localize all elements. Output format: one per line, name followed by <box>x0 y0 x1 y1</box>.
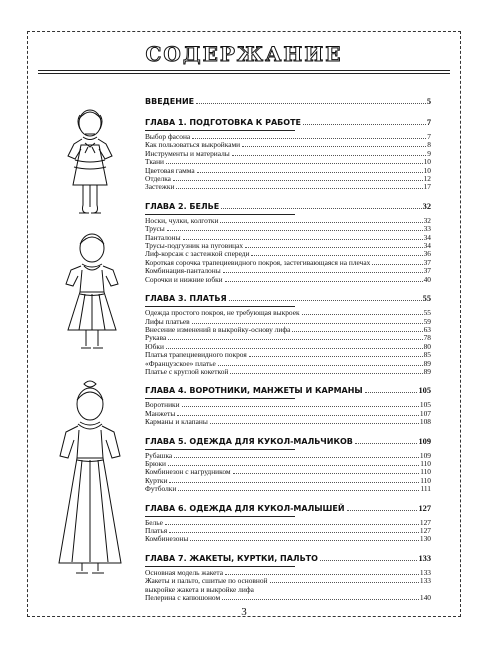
toc-item[interactable]: Карманы и клапаны 108 <box>145 417 431 427</box>
chapter-underline <box>145 130 295 131</box>
toc-item[interactable]: Манжеты 107 <box>145 408 431 418</box>
toc-item[interactable]: Комбинезон с нагрудником 110 <box>145 467 431 477</box>
toc-item[interactable]: Трусы 33 <box>145 224 431 234</box>
doll-collar-dress-illustration <box>55 232 130 357</box>
toc-item[interactable]: Куртки 110 <box>145 475 431 485</box>
toc-item[interactable]: Цветовая гамма 10 <box>145 165 431 175</box>
doll-long-dress-illustration <box>48 380 133 580</box>
toc-item[interactable]: Юбки 80 <box>145 341 431 351</box>
toc-item[interactable]: Рубашка 109 <box>145 450 431 460</box>
doll-short-dress-illustration <box>55 105 125 225</box>
toc-item[interactable]: Брюки 110 <box>145 458 431 468</box>
toc-item[interactable]: Панталоны 34 <box>145 232 431 242</box>
toc-chapter-heading[interactable]: ГЛАВА 3. ПЛАТЬЯ 55 <box>145 294 431 304</box>
toc-item[interactable]: Воротники 105 <box>145 400 431 410</box>
page-number: 3 <box>241 606 247 618</box>
toc-item[interactable]: Трусы-подгузник на пуговицах 34 <box>145 241 431 251</box>
chapter-section <box>145 553 431 603</box>
title-divider-top <box>38 70 450 71</box>
toc-item[interactable]: Одежда простого покроя, не требующая выкроек 55 <box>145 308 431 318</box>
chapter-section <box>145 117 431 192</box>
chapter-underline <box>145 214 295 215</box>
chapter-section <box>145 436 431 494</box>
toc-chapter-heading[interactable]: ГЛАВА 6. ОДЕЖДА ДЛЯ КУКОЛ-МАЛЫШЕЙ 127 <box>145 503 431 513</box>
toc-entry-intro[interactable]: ВВЕДЕНИЕ 5 <box>145 97 431 106</box>
toc-chapter-heading[interactable]: ГЛАВА 1. ПОДГОТОВКА К РАБОТЕ 7 <box>145 118 431 127</box>
toc-item[interactable]: Носки, чулки, колготки 32 <box>145 215 431 225</box>
toc-item[interactable]: Комбинезоны 130 <box>145 534 431 544</box>
toc-item[interactable]: Белье 127 <box>145 517 431 527</box>
table-of-contents <box>145 96 431 602</box>
toc-item[interactable]: Застежки 17 <box>145 182 431 192</box>
toc-item[interactable]: Инструменты и материалы 9 <box>145 148 431 158</box>
toc-chapter-heading[interactable]: ГЛАВА 4. ВОРОТНИКИ, МАНЖЕТЫ И КАРМАНЫ 105 <box>145 386 431 396</box>
chapter-list <box>145 117 431 602</box>
toc-item[interactable]: Платье с круглой кокеткой 89 <box>145 366 431 376</box>
toc-item[interactable]: Отделка 12 <box>145 174 431 184</box>
toc-item[interactable]: «Французское» платье 89 <box>145 358 431 368</box>
chapter-underline <box>145 516 295 517</box>
chapter-section <box>145 201 431 284</box>
chapter-underline <box>145 449 295 450</box>
toc-item[interactable]: Внесение изменений в выкройку-основу лифа 63 <box>145 324 431 334</box>
toc-item[interactable]: Жакеты и пальто, сшитые по основной выкройке жакета и выкройке лифа 133 <box>145 576 431 594</box>
title-divider-bottom <box>38 73 450 74</box>
toc-item[interactable]: Ткани 10 <box>145 157 431 167</box>
chapter-underline <box>145 566 295 567</box>
toc-chapter-heading[interactable]: ГЛАВА 5. ОДЕЖДА ДЛЯ КУКОЛ-МАЛЬЧИКОВ 109 <box>145 436 431 446</box>
page-title: СОДЕРЖАНИЕ <box>145 42 343 66</box>
toc-chapter-heading[interactable]: ГЛАВА 2. БЕЛЬЕ 32 <box>145 201 431 211</box>
toc-item[interactable]: Платья 127 <box>145 526 431 535</box>
toc-item[interactable]: Пелерина с капюшоном 140 <box>145 593 431 603</box>
toc-item[interactable]: Платья трапециевидного покроя 85 <box>145 350 431 360</box>
toc-item[interactable]: Основная модель жакета 133 <box>145 567 431 577</box>
chapter-underline <box>145 306 295 307</box>
toc-chapter-heading[interactable]: ГЛАВА 7. ЖАКЕТЫ, КУРТКИ, ПАЛЬТО 133 <box>145 553 431 563</box>
toc-item[interactable]: Лиф-корсаж с застежкой спереди 36 <box>145 249 431 259</box>
chapter-section <box>145 293 431 376</box>
chapter-section <box>145 503 431 544</box>
chapter-section <box>145 385 431 426</box>
toc-item[interactable]: Как пользоваться выкройками 8 <box>145 140 431 150</box>
toc-item[interactable]: Футболки 111 <box>145 484 431 494</box>
toc-item[interactable]: Выбор фасона 7 <box>145 132 431 141</box>
toc-item[interactable]: Сорочки и нижние юбки 40 <box>145 274 431 284</box>
toc-item[interactable]: Лифы платьев 59 <box>145 316 431 326</box>
toc-item[interactable]: Рукава 78 <box>145 333 431 343</box>
toc-item[interactable]: Короткая сорочка трапециевидного покроя, застегивающаяся на плечах 37 <box>145 257 431 267</box>
toc-item[interactable]: Комбинация-панталоны 37 <box>145 266 431 276</box>
chapter-underline <box>145 398 295 399</box>
